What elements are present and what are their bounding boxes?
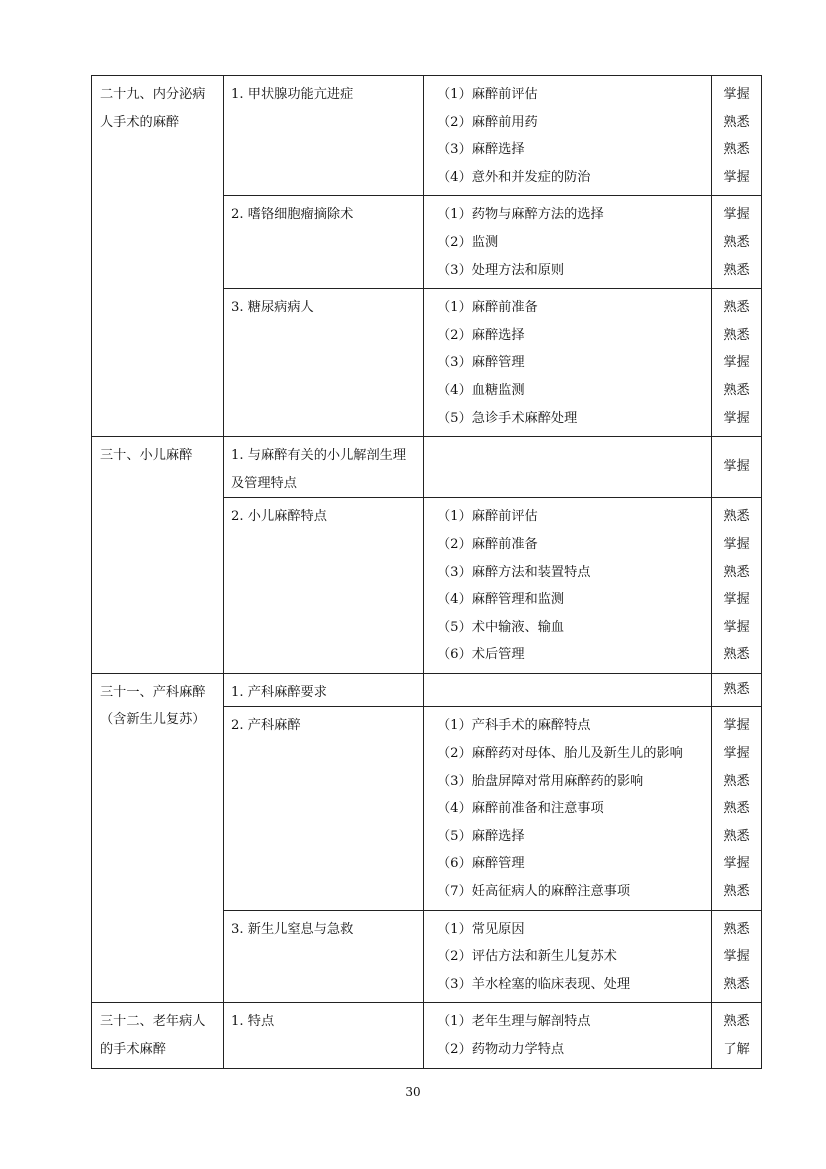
detail-item: （6）麻醉管理 [437, 856, 525, 872]
requirement-level: 熟悉 [723, 142, 750, 158]
table-row [92, 673, 762, 707]
requirement-level: 熟悉 [723, 509, 750, 525]
requirement-level: 熟悉 [723, 1014, 750, 1030]
detail-item: （7）妊高征病人的麻醉注意事项 [437, 884, 631, 900]
level-cell [712, 707, 762, 910]
detail-item: （3）羊水栓塞的临床表现、处理 [437, 976, 631, 992]
requirement-level: 掌握 [723, 592, 750, 608]
requirement-level: 熟悉 [723, 234, 750, 250]
topic-cell [224, 76, 424, 196]
requirement-level: 了解 [723, 1042, 750, 1057]
unit-title: 三十二、老年病人的手术麻醉 [100, 1014, 206, 1057]
detail-item: （2）评估方法和新生儿复苏术 [437, 949, 617, 965]
topic-title: 3. 新生儿窒息与急救 [231, 921, 354, 937]
requirement-level: 掌握 [723, 536, 750, 552]
unit-cell [92, 437, 224, 674]
topic-title: 2. 嗜铬细胞瘤摘除术 [231, 207, 354, 223]
details-cell [424, 76, 712, 196]
detail-item: （4）意外和并发症的防治 [437, 169, 591, 185]
topic-cell [224, 437, 424, 498]
topic-title: 2. 小儿麻醉特点 [231, 509, 327, 525]
detail-item: （1）产科手术的麻醉特点 [437, 718, 591, 734]
level-cell [712, 910, 762, 1003]
topic-title: 1. 特点 [231, 1014, 275, 1030]
topic-cell [224, 196, 424, 289]
requirement-level: 掌握 [723, 856, 750, 872]
requirement-level: 熟悉 [723, 682, 750, 698]
topic-cell [224, 673, 424, 707]
unit-cell [92, 1003, 224, 1068]
detail-item: （2）麻醉选择 [437, 327, 525, 343]
topic-title: 1. 与麻醉有关的小儿解剖生理及管理特点 [231, 448, 407, 491]
detail-item: （5）麻醉选择 [437, 828, 525, 844]
unit-title: 三十、小儿麻醉 [100, 448, 193, 464]
detail-item: （3）处理方法和原则 [437, 262, 565, 278]
level-cell [712, 196, 762, 289]
detail-item: （1）麻醉前准备 [437, 300, 538, 316]
requirement-level: 熟悉 [723, 262, 750, 278]
level-cell [712, 289, 762, 437]
requirement-level: 熟悉 [723, 564, 750, 580]
topic-title: 1. 甲状腺功能亢进症 [231, 87, 354, 102]
topic-cell [224, 910, 424, 1003]
requirement-level: 熟悉 [723, 801, 750, 817]
level-cell [712, 437, 762, 498]
requirement-level: 熟悉 [723, 976, 750, 992]
requirement-level: 熟悉 [723, 884, 750, 900]
topic-cell [224, 1003, 424, 1068]
table-row [92, 1003, 762, 1068]
details-cell [424, 673, 712, 707]
requirement-level: 掌握 [723, 459, 750, 475]
detail-item: （4）麻醉前准备和注意事项 [437, 801, 604, 817]
details-cell [424, 437, 712, 498]
unit-cell [92, 76, 224, 437]
requirement-level: 熟悉 [723, 300, 750, 316]
topic-title: 1. 产科麻醉要求 [231, 684, 327, 700]
detail-item: （2）麻醉药对母体、胎儿及新生儿的影响 [437, 746, 683, 762]
detail-item: （2）麻醉前用药 [437, 114, 538, 130]
requirement-level: 掌握 [723, 718, 750, 734]
level-cell [712, 76, 762, 196]
details-cell [424, 196, 712, 289]
unit-cell [92, 673, 224, 1003]
detail-item: （3）麻醉方法和装置特点 [437, 564, 591, 580]
requirement-level: 熟悉 [723, 327, 750, 343]
details-cell [424, 289, 712, 437]
detail-item: （3）麻醉管理 [437, 355, 525, 371]
details-cell [424, 707, 712, 910]
detail-item: （1）麻醉前评估 [437, 509, 538, 525]
requirement-level: 掌握 [723, 355, 750, 371]
requirement-level: 掌握 [723, 169, 750, 185]
detail-item: （5）急诊手术麻醉处理 [437, 410, 578, 426]
detail-item: （2）监测 [437, 234, 499, 250]
details-cell [424, 910, 712, 1003]
requirement-level: 掌握 [723, 949, 750, 965]
detail-item: （4）血糖监测 [437, 382, 525, 398]
requirement-level: 掌握 [723, 207, 750, 223]
unit-title: 二十九、内分泌病人手术的麻醉 [100, 87, 206, 130]
requirement-level: 掌握 [723, 410, 750, 426]
detail-item: （3）胎盘屏障对常用麻醉药的影响 [437, 773, 644, 789]
detail-item: （2）药物动力学特点 [437, 1042, 565, 1057]
detail-item: （2）麻醉前准备 [437, 536, 538, 552]
details-cell [424, 498, 712, 674]
detail-item: （6）术后管理 [437, 647, 525, 663]
level-cell [712, 498, 762, 674]
requirement-level: 掌握 [723, 87, 750, 102]
detail-item: （1）麻醉前评估 [437, 87, 538, 102]
requirement-level: 熟悉 [723, 921, 750, 937]
requirement-level: 熟悉 [723, 828, 750, 844]
requirement-level: 熟悉 [723, 114, 750, 130]
topic-cell [224, 707, 424, 910]
requirement-level: 熟悉 [723, 647, 750, 663]
detail-item: （5）术中输液、输血 [437, 619, 565, 635]
level-cell [712, 673, 762, 707]
topic-cell [224, 289, 424, 437]
topic-cell [224, 498, 424, 674]
requirement-level: 掌握 [723, 619, 750, 635]
requirement-level: 熟悉 [723, 382, 750, 398]
topic-title: 2. 产科麻醉 [231, 718, 301, 734]
requirement-level: 掌握 [723, 746, 750, 762]
detail-item: （1）老年生理与解剖特点 [437, 1014, 591, 1030]
detail-item: （4）麻醉管理和监测 [437, 592, 565, 608]
topic-title: 3. 糖尿病病人 [231, 300, 314, 316]
page-number: 30 [405, 1085, 421, 1099]
details-cell [424, 1003, 712, 1068]
level-cell [712, 1003, 762, 1068]
unit-title: 三十一、产科麻醉（含新生儿复苏） [100, 684, 206, 728]
detail-item: （3）麻醉选择 [437, 142, 525, 158]
requirement-level: 熟悉 [723, 773, 750, 789]
syllabus-table [91, 75, 762, 1069]
detail-item: （1）药物与麻醉方法的选择 [437, 207, 604, 223]
table-row [92, 76, 762, 196]
detail-item: （1）常见原因 [437, 921, 525, 937]
table-row [92, 437, 762, 498]
